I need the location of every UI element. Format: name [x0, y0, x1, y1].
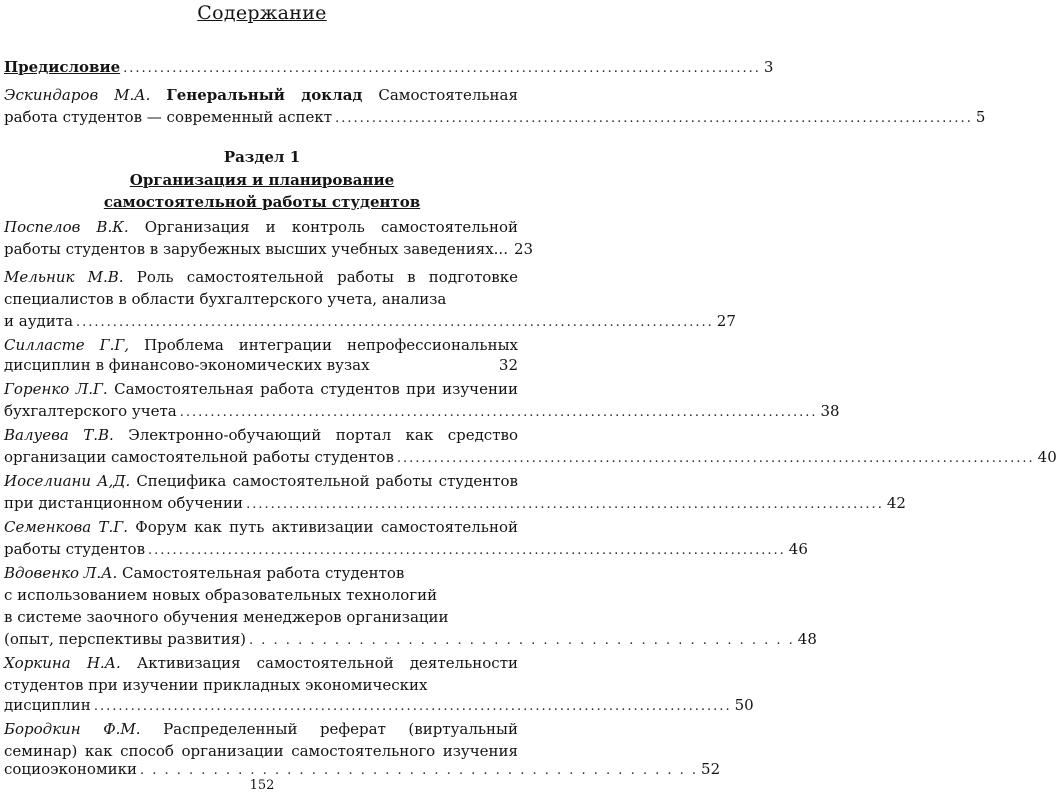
toc-entry-line — [4, 584, 518, 606]
entry-title: Электронно-обучающий портал как средство — [128, 426, 518, 444]
page-number: 50 — [734, 696, 754, 714]
page-number: 27 — [716, 312, 736, 330]
dot-leader: ........................................................................................................ — [396, 451, 1035, 466]
entry-title: Самостоятельная работа студентов — [122, 564, 405, 582]
dot-leader: ........................................................................................................ — [148, 543, 786, 558]
toc-entry-line — [4, 400, 840, 422]
entry-title: Роль самостоятельной работы в подготовке — [136, 268, 518, 286]
preface-label: Предисловие — [4, 58, 121, 76]
entry-title: социоэкономики — [4, 760, 137, 778]
dot-leader: ........................................................................................................ — [93, 699, 732, 714]
entry-title: семинар) как способ организации самостоятельного изучения — [4, 742, 518, 760]
dot-leader: . . . . . . . . . . . . . . . . . . . . . . . . . . . . . . . . . . . . . . . . . . . . . — [249, 633, 795, 648]
page-number: 38 — [820, 402, 840, 420]
toc-entry-line — [4, 538, 808, 560]
dot-leader: ........................................................................................................ — [76, 315, 714, 330]
entry-title: в системе заочного обучения менеджеров организации — [4, 608, 449, 626]
entry-title: дисциплин — [4, 696, 91, 714]
page-title: Содержание — [197, 2, 327, 24]
entry-title: специалистов в области бухгалтерского учета, анализа — [4, 290, 447, 308]
entry-author: Хоркина Н.А. — [4, 654, 121, 672]
toc-entry-line — [4, 758, 721, 780]
page-number: 5 — [975, 108, 986, 126]
toc-entry-line — [4, 470, 518, 492]
entry-title: Организация и контроль самостоятельной — [144, 218, 518, 236]
entry-title: (опыт, перспективы развития) — [4, 630, 247, 648]
section-title-line2: самостоятельной работы студентов — [103, 193, 421, 211]
toc-entry-general-report-line1 — [4, 84, 518, 106]
page-number: 46 — [788, 540, 808, 558]
toc-entry-line — [4, 238, 534, 260]
entry-title: бухгалтерского учета — [4, 402, 177, 420]
toc-entry-line — [4, 674, 518, 696]
toc-entry-line — [4, 378, 518, 400]
entry-title: работы студентов — [4, 540, 146, 558]
dot-leader: ........................................................................................................ — [335, 111, 973, 126]
entry-title: Распределенный реферат (виртуальный — [163, 720, 518, 738]
toc-entry-line — [4, 216, 518, 238]
dot-leader: ........................................................................................................ — [246, 497, 884, 512]
page-number: 42 — [886, 494, 906, 512]
entry-author: Поспелов В.К. — [4, 218, 129, 236]
toc-entry-line — [4, 652, 518, 674]
page-number: 32 — [498, 356, 518, 374]
entry-title: с использованием новых образовательных технологий — [4, 586, 438, 604]
entry-title: Проблема интеграции непрофессиональных — [144, 336, 518, 354]
toc-entry-line — [4, 424, 518, 446]
entry-title: при дистанционном обучении — [4, 494, 244, 512]
toc-entry-line — [4, 492, 906, 514]
toc-entry-line — [4, 606, 518, 628]
dot-leader: ........................................................................................................ — [123, 61, 761, 76]
entry-title: студентов при изучении прикладных экономических — [4, 676, 428, 694]
entry-title: Активизация самостоятельной деятельности — [136, 654, 518, 672]
footer-page-number: 152 — [249, 778, 275, 793]
page-number: 40 — [1037, 448, 1057, 466]
entry-title: организации самостоятельной работы студентов — [4, 448, 394, 466]
entry-author: Эскиндаров М.А. — [4, 86, 151, 104]
entry-title-bold: Генеральный доклад — [166, 86, 363, 104]
dot-leader: ........................................................................................................ — [179, 405, 818, 420]
toc-entry-line — [4, 516, 518, 538]
toc-entry-line — [4, 310, 736, 332]
toc-entry-line — [4, 718, 518, 740]
section-heading: Раздел 1 — [223, 148, 301, 166]
entry-title: Самостоятельная работа студентов при изучении — [114, 380, 518, 398]
page-number: 3 — [763, 58, 774, 76]
entry-title: Специфика самостоятельной работы студентов — [136, 472, 518, 490]
toc-entry-line — [4, 446, 1057, 468]
toc-entry-line — [4, 628, 817, 650]
toc-entry-line — [4, 354, 518, 376]
entry-author: Вдовенко Л.А. — [4, 564, 118, 582]
entry-author: Семенкова Т.Г. — [4, 518, 128, 536]
page-number: 52 — [701, 760, 721, 778]
toc-entry-line — [4, 266, 518, 288]
page-number: 23 — [513, 240, 534, 258]
entry-author: Силласте Г.Г, — [4, 336, 130, 354]
entry-title: работы студентов в зарубежных высших учебных заведениях... — [4, 240, 508, 258]
entry-author: Горенко Л.Г. — [4, 380, 108, 398]
entry-title: Самостоятельная — [378, 86, 518, 104]
toc-entry-line — [4, 334, 518, 356]
toc-entry-line — [4, 694, 754, 716]
dot-leader: . . . . . . . . . . . . . . . . . . . . . . . . . . . . . . . . . . . . . . . . . . . . . . — [139, 763, 699, 778]
entry-title: дисциплин в финансово-экономических вузах — [4, 356, 370, 374]
toc-entry-line — [4, 562, 518, 584]
toc-entry-general-report-line2 — [4, 106, 986, 128]
page-number: 48 — [797, 630, 817, 648]
toc-entry-preface — [4, 56, 774, 78]
entry-title: работа студентов — современный аспект — [4, 108, 333, 126]
toc-entry-line — [4, 288, 518, 310]
section-title-line1: Организация и планирование — [129, 171, 395, 189]
entry-author: Мельник М.В. — [4, 268, 124, 286]
entry-author: Валуева Т.В. — [4, 426, 114, 444]
entry-title: и аудита — [4, 312, 74, 330]
entry-title: Форум как путь активизации самостоятельной — [135, 518, 518, 536]
entry-author: Бородкин Ф.М. — [4, 720, 141, 738]
entry-author: Иоселиани А,Д. — [4, 472, 131, 490]
